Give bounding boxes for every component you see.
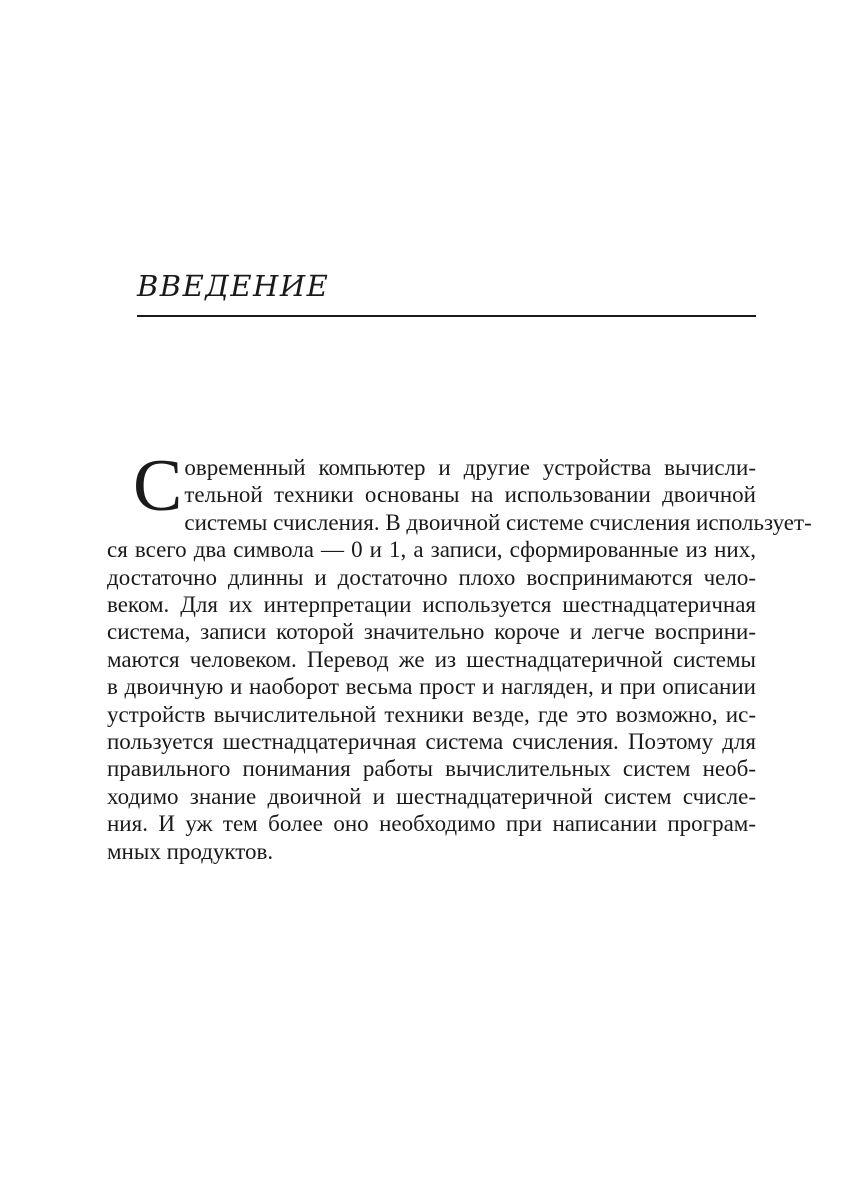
paragraph-line: достаточно длинны и достаточно плохо воспринимаются чело- bbox=[107, 564, 756, 590]
paragraph-line: правильного понимания работы вычислительных систем необ- bbox=[107, 756, 756, 782]
paragraph-line: устройств вычислительной техники везде, где это возможно, ис- bbox=[107, 701, 756, 727]
paragraph-line: овременный компьютер и другие устройства вычисли- bbox=[184, 455, 756, 480]
paragraph-line: ния. И уж тем более оно необходимо при написании програм- bbox=[107, 811, 756, 837]
paragraph-line: системы счисления. В двоичной системе счисления использует- bbox=[184, 509, 812, 535]
paragraph-line: пользуется шестнадцатеричная система счисления. Поэтому для bbox=[107, 729, 756, 755]
paragraph-line: ся всего два символа — 0 и 1, а записи, сформированные из них, bbox=[107, 537, 756, 563]
title-underline bbox=[137, 315, 756, 317]
drop-cap-letter: С bbox=[133, 445, 183, 527]
paragraph-line: в двоичную и наоборот весьма прост и нагляден, и при описании bbox=[107, 674, 756, 700]
paragraph-line: мных продуктов. bbox=[107, 838, 274, 864]
intro-paragraph bbox=[107, 445, 812, 865]
paragraph-line: ходимо знание двоичной и шестнадцатеричной систем счисле- bbox=[107, 783, 756, 809]
paragraph-line: тельной техники основаны на использовании двоичной bbox=[184, 482, 756, 508]
paragraph-line: система, записи которой значительно короче и легче восприни- bbox=[107, 619, 756, 645]
chapter-title: ВВЕДЕНИЕ bbox=[137, 269, 330, 303]
paragraph-line: маются человеком. Перевод же из шестнадцатеричной системы bbox=[107, 646, 756, 672]
paragraph-line: веком. Для их интерпретации используется шестнадцатеричная bbox=[107, 592, 756, 618]
